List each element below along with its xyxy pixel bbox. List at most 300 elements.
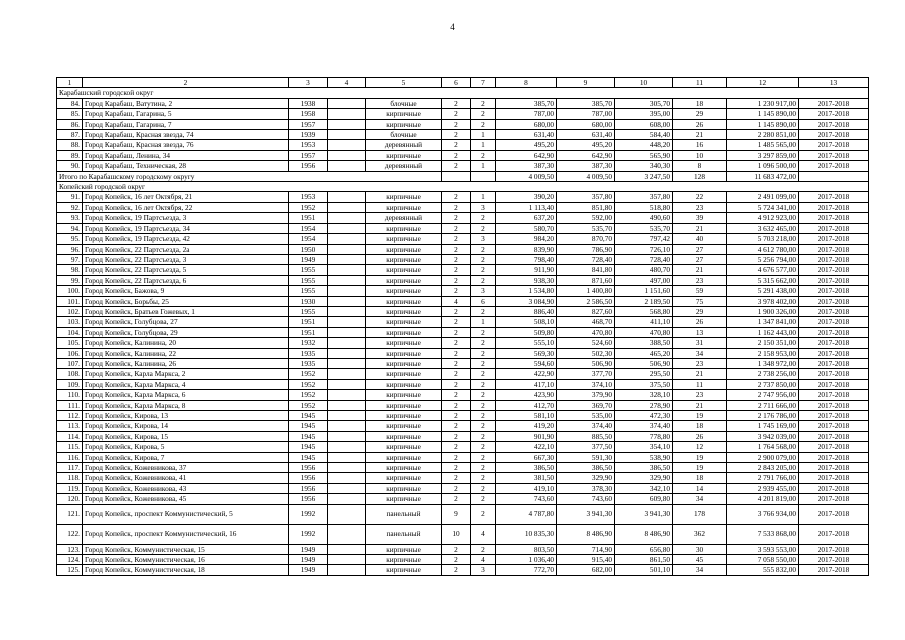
table-cell: кирпичные bbox=[366, 544, 442, 554]
total-cell: 128 bbox=[673, 171, 727, 181]
table-cell: 2 bbox=[442, 463, 471, 473]
table-cell: 27 bbox=[673, 254, 727, 264]
table-cell: 495,20 bbox=[496, 140, 557, 150]
table-cell: 3 766 934,00 bbox=[727, 504, 799, 524]
table-cell: Город Карабаш, Ватутина, 2 bbox=[83, 98, 289, 108]
table-cell: 726,10 bbox=[615, 244, 673, 254]
table-cell: 19 bbox=[673, 452, 727, 462]
table-cell: 90. bbox=[57, 161, 83, 171]
table-row bbox=[57, 494, 869, 504]
table-cell: 555 832,00 bbox=[727, 565, 799, 575]
table-cell: 1955 bbox=[289, 286, 328, 296]
table-cell: 2017-2018 bbox=[799, 223, 869, 233]
table-cell: 1952 bbox=[289, 369, 328, 379]
table-row bbox=[57, 140, 869, 150]
table-cell: 2 586,50 bbox=[557, 296, 615, 306]
table-cell: 378,30 bbox=[557, 483, 615, 493]
table-cell: 1955 bbox=[289, 265, 328, 275]
table-cell: 2 bbox=[442, 98, 471, 108]
table-cell: кирпичные bbox=[366, 463, 442, 473]
table-cell: 107. bbox=[57, 358, 83, 368]
table-cell: 96. bbox=[57, 244, 83, 254]
table-cell: 1949 bbox=[289, 555, 328, 565]
table-row bbox=[57, 431, 869, 441]
table-cell: Город Копейск, Карла Маркса, 4 bbox=[83, 379, 289, 389]
table-cell: 1945 bbox=[289, 421, 328, 431]
table-cell: Город Копейск, 22 Партсъезда, 2а bbox=[83, 244, 289, 254]
table-cell: 2 bbox=[442, 494, 471, 504]
table-cell: 1958 bbox=[289, 109, 328, 119]
table-cell: 412,70 bbox=[496, 400, 557, 410]
table-cell: 2 bbox=[471, 338, 496, 348]
table-cell: 524,60 bbox=[557, 338, 615, 348]
table-cell bbox=[328, 555, 366, 565]
table-cell: 18 bbox=[673, 473, 727, 483]
table-cell: 105. bbox=[57, 338, 83, 348]
table-cell: 178 bbox=[673, 504, 727, 524]
table-cell: 23 bbox=[673, 275, 727, 285]
table-row bbox=[57, 473, 869, 483]
table-cell: 851,80 bbox=[557, 202, 615, 212]
table-cell: 386,50 bbox=[496, 463, 557, 473]
table-cell: 2017-2018 bbox=[799, 358, 869, 368]
table-row bbox=[57, 369, 869, 379]
table-cell: 5 703 218,00 bbox=[727, 234, 799, 244]
table-cell: кирпичные bbox=[366, 234, 442, 244]
table-cell: 2017-2018 bbox=[799, 213, 869, 223]
table-cell: 388,50 bbox=[615, 338, 673, 348]
table-row bbox=[57, 442, 869, 452]
table-cell: 2 bbox=[442, 234, 471, 244]
table-cell: 103. bbox=[57, 317, 83, 327]
header-cell: 2 bbox=[83, 78, 289, 88]
table-cell: кирпичные bbox=[366, 265, 442, 275]
table-cell: 329,90 bbox=[615, 473, 673, 483]
table-cell: Город Копейск, Кирова, 14 bbox=[83, 421, 289, 431]
table-cell: 86. bbox=[57, 119, 83, 129]
table-cell: 2 bbox=[471, 494, 496, 504]
table-cell: Город Карабаш, Техническая, 28 bbox=[83, 161, 289, 171]
table-cell: 535,70 bbox=[615, 223, 673, 233]
table-cell: 422,90 bbox=[496, 369, 557, 379]
table-cell: 535,70 bbox=[557, 223, 615, 233]
table-cell: Город Копейск, Кирова, 7 bbox=[83, 452, 289, 462]
table-row bbox=[57, 348, 869, 358]
table-cell: 2017-2018 bbox=[799, 483, 869, 493]
table-cell: 861,50 bbox=[615, 555, 673, 565]
table-cell bbox=[328, 379, 366, 389]
table-cell: 2 bbox=[471, 98, 496, 108]
table-cell: кирпичные bbox=[366, 452, 442, 462]
table-cell: 3 632 465,00 bbox=[727, 223, 799, 233]
table-cell: 3 942 039,00 bbox=[727, 431, 799, 441]
table-cell: 594,60 bbox=[496, 358, 557, 368]
table-cell: 94. bbox=[57, 223, 83, 233]
table-cell: 1950 bbox=[289, 244, 328, 254]
table-cell: 4 912 923,00 bbox=[727, 213, 799, 223]
table-row bbox=[57, 202, 869, 212]
table-row bbox=[57, 296, 869, 306]
section-title: Копейский городской округ bbox=[57, 182, 869, 192]
table-cell: 631,40 bbox=[496, 130, 557, 140]
header-cell: 8 bbox=[496, 78, 557, 88]
table-cell: 39 bbox=[673, 213, 727, 223]
table-cell: 10 bbox=[442, 524, 471, 544]
table-cell: 117. bbox=[57, 463, 83, 473]
table-cell bbox=[328, 524, 366, 544]
table-cell: 92. bbox=[57, 202, 83, 212]
table-row bbox=[57, 327, 869, 337]
table-cell: 106. bbox=[57, 348, 83, 358]
table-cell bbox=[328, 202, 366, 212]
table-cell: 2017-2018 bbox=[799, 473, 869, 483]
table-row bbox=[57, 234, 869, 244]
table-cell bbox=[328, 306, 366, 316]
table-cell: 4 bbox=[471, 524, 496, 544]
table-row bbox=[57, 338, 869, 348]
table-cell: 354,10 bbox=[615, 442, 673, 452]
table-cell: 728,40 bbox=[615, 254, 673, 264]
table-cell: 7 533 868,00 bbox=[727, 524, 799, 544]
table-row bbox=[57, 130, 869, 140]
housing-register-table bbox=[56, 77, 869, 576]
table-cell: 2 bbox=[442, 161, 471, 171]
table-cell: 8 486,90 bbox=[615, 524, 673, 544]
table-row bbox=[57, 98, 869, 108]
table-cell: 381,50 bbox=[496, 473, 557, 483]
table-cell: 1 400,80 bbox=[557, 286, 615, 296]
total-cell: 4 009,50 bbox=[557, 171, 615, 181]
table-cell: 3 084,90 bbox=[496, 296, 557, 306]
table-cell: 377,70 bbox=[557, 369, 615, 379]
table-cell: 2 bbox=[442, 327, 471, 337]
table-cell: 827,60 bbox=[557, 306, 615, 316]
table-cell: кирпичные bbox=[366, 494, 442, 504]
header-cell: 3 bbox=[289, 78, 328, 88]
table-cell: 2017-2018 bbox=[799, 140, 869, 150]
table-cell: 2 bbox=[471, 421, 496, 431]
table-row bbox=[57, 504, 869, 524]
table-cell: 2 bbox=[471, 358, 496, 368]
table-cell: кирпичные bbox=[366, 369, 442, 379]
table-cell: панельный bbox=[366, 524, 442, 544]
table-cell: 2 bbox=[442, 442, 471, 452]
table-cell bbox=[328, 286, 366, 296]
table-cell: 1957 bbox=[289, 150, 328, 160]
table-cell: 2 791 766,00 bbox=[727, 473, 799, 483]
table-cell bbox=[328, 544, 366, 554]
table-cell: 1 096 500,00 bbox=[727, 161, 799, 171]
table-cell bbox=[328, 98, 366, 108]
table-cell: 2 bbox=[471, 265, 496, 275]
table-cell: 21 bbox=[673, 130, 727, 140]
table-cell: 2 bbox=[471, 223, 496, 233]
table-cell: 6 bbox=[471, 296, 496, 306]
table-row bbox=[57, 161, 869, 171]
table-cell: 2 939 455,00 bbox=[727, 483, 799, 493]
table-cell: 10 bbox=[673, 150, 727, 160]
table-row bbox=[57, 463, 869, 473]
table-cell: 88. bbox=[57, 140, 83, 150]
table-cell: 2 bbox=[471, 254, 496, 264]
table-cell: деревянный bbox=[366, 161, 442, 171]
table-cell: Город Копейск, Калинина, 20 bbox=[83, 338, 289, 348]
table-cell: 113. bbox=[57, 421, 83, 431]
table-cell: 3 593 553,00 bbox=[727, 544, 799, 554]
table-cell: 1 485 565,00 bbox=[727, 140, 799, 150]
table-cell: 2017-2018 bbox=[799, 265, 869, 275]
table-cell: 841,80 bbox=[557, 265, 615, 275]
table-cell: кирпичные bbox=[366, 223, 442, 233]
table-cell: Город Копейск, Калинина, 26 bbox=[83, 358, 289, 368]
table-cell: 470,80 bbox=[615, 327, 673, 337]
table-cell: 23 bbox=[673, 358, 727, 368]
table-cell: 1956 bbox=[289, 494, 328, 504]
table-cell: 3 bbox=[471, 286, 496, 296]
table-cell: 642,90 bbox=[496, 150, 557, 160]
header-cell: 13 bbox=[799, 78, 869, 88]
table-cell: 8 486,90 bbox=[557, 524, 615, 544]
table-cell: кирпичные bbox=[366, 254, 442, 264]
table-cell bbox=[799, 171, 869, 181]
table-row bbox=[57, 452, 869, 462]
table-cell: 2 bbox=[471, 369, 496, 379]
table-row bbox=[57, 286, 869, 296]
table-cell: 680,00 bbox=[496, 119, 557, 129]
table-cell: 1939 bbox=[289, 130, 328, 140]
table-cell: 886,40 bbox=[496, 306, 557, 316]
table-cell: 497,00 bbox=[615, 275, 673, 285]
table-cell: кирпичные bbox=[366, 411, 442, 421]
table-row bbox=[57, 254, 869, 264]
table-cell: 59 bbox=[673, 286, 727, 296]
table-cell: 2017-2018 bbox=[799, 494, 869, 504]
table-cell: 1945 bbox=[289, 411, 328, 421]
table-cell: 1951 bbox=[289, 213, 328, 223]
table-cell: 2017-2018 bbox=[799, 431, 869, 441]
table-cell: 2017-2018 bbox=[799, 130, 869, 140]
table-cell: 1 145 890,00 bbox=[727, 109, 799, 119]
table-cell bbox=[471, 171, 496, 181]
table-cell: Город Копейск, Кожевникова, 45 bbox=[83, 494, 289, 504]
table-cell: 2 bbox=[471, 119, 496, 129]
table-cell: Город Карабаш, Гагарина, 5 bbox=[83, 109, 289, 119]
table-cell: 1 bbox=[471, 317, 496, 327]
table-cell: 2017-2018 bbox=[799, 254, 869, 264]
table-cell: 101. bbox=[57, 296, 83, 306]
table-cell: 1952 bbox=[289, 202, 328, 212]
table-cell: 2 bbox=[471, 379, 496, 389]
table-cell: 2 bbox=[471, 213, 496, 223]
table-cell: 2017-2018 bbox=[799, 463, 869, 473]
table-cell: 2 bbox=[442, 223, 471, 233]
table-cell: 85. bbox=[57, 109, 83, 119]
table-cell: Город Копейск, Калинина, 22 bbox=[83, 348, 289, 358]
table-cell: 4 676 577,00 bbox=[727, 265, 799, 275]
table-cell: 4 612 780,00 bbox=[727, 244, 799, 254]
table-cell: 387,30 bbox=[496, 161, 557, 171]
table-cell: 26 bbox=[673, 317, 727, 327]
table-cell: 395,00 bbox=[615, 109, 673, 119]
table-row bbox=[57, 379, 869, 389]
table-cell: 374,10 bbox=[557, 379, 615, 389]
table-cell: кирпичные bbox=[366, 338, 442, 348]
table-cell: 2017-2018 bbox=[799, 119, 869, 129]
table-cell: 569,30 bbox=[496, 348, 557, 358]
table-cell: 2 bbox=[442, 421, 471, 431]
table-cell: 1956 bbox=[289, 483, 328, 493]
table-cell: 7 058 550,00 bbox=[727, 555, 799, 565]
table-cell: 2017-2018 bbox=[799, 192, 869, 202]
table-cell: Город Карабаш, Красная звезда, 76 bbox=[83, 140, 289, 150]
table-cell: 667,30 bbox=[496, 452, 557, 462]
table-cell: 2 738 256,00 bbox=[727, 369, 799, 379]
table-cell: 2017-2018 bbox=[799, 411, 869, 421]
table-cell: 2 280 851,00 bbox=[727, 130, 799, 140]
table-row bbox=[57, 421, 869, 431]
table-cell: 1953 bbox=[289, 140, 328, 150]
table-cell: 29 bbox=[673, 306, 727, 316]
table-cell bbox=[328, 473, 366, 483]
table-row bbox=[57, 192, 869, 202]
section-row bbox=[57, 182, 869, 192]
table-cell: 468,70 bbox=[557, 317, 615, 327]
table-cell: Город Копейск, Коммунистическая, 18 bbox=[83, 565, 289, 575]
table-cell: 2 bbox=[442, 140, 471, 150]
table-cell bbox=[328, 504, 366, 524]
table-cell: 2 bbox=[471, 452, 496, 462]
table-cell: 728,40 bbox=[557, 254, 615, 264]
table-cell: Город Копейск, Голубцова, 27 bbox=[83, 317, 289, 327]
table-cell: 1945 bbox=[289, 452, 328, 462]
table-cell: 2017-2018 bbox=[799, 524, 869, 544]
table-cell: 2 bbox=[442, 369, 471, 379]
table-cell: 2 bbox=[442, 265, 471, 275]
table-cell: 1 764 568,00 bbox=[727, 442, 799, 452]
table-cell: деревянный bbox=[366, 213, 442, 223]
table-cell: 778,80 bbox=[615, 431, 673, 441]
table-cell: 2017-2018 bbox=[799, 400, 869, 410]
header-cell: 11 bbox=[673, 78, 727, 88]
table-cell: 119. bbox=[57, 483, 83, 493]
table-cell: 2017-2018 bbox=[799, 544, 869, 554]
table-cell: 656,80 bbox=[615, 544, 673, 554]
table-cell: 5 291 438,00 bbox=[727, 286, 799, 296]
table-cell bbox=[328, 348, 366, 358]
table-cell: 31 bbox=[673, 338, 727, 348]
table-cell: 2017-2018 bbox=[799, 244, 869, 254]
table-cell: 27 bbox=[673, 244, 727, 254]
table-cell: 386,50 bbox=[615, 463, 673, 473]
table-row bbox=[57, 400, 869, 410]
table-cell: 23 bbox=[673, 202, 727, 212]
table-cell: кирпичные bbox=[366, 358, 442, 368]
table-cell: 379,90 bbox=[557, 390, 615, 400]
table-cell: 305,70 bbox=[615, 98, 673, 108]
table-cell bbox=[328, 161, 366, 171]
table-cell: 109. bbox=[57, 379, 83, 389]
table-cell: 1945 bbox=[289, 431, 328, 441]
table-cell: 110. bbox=[57, 390, 83, 400]
table-cell: 120. bbox=[57, 494, 83, 504]
table-cell: кирпичные bbox=[366, 327, 442, 337]
table-cell: 2017-2018 bbox=[799, 565, 869, 575]
table-cell: кирпичные bbox=[366, 119, 442, 129]
section-row bbox=[57, 88, 869, 98]
table-cell bbox=[328, 254, 366, 264]
table-cell: 2017-2018 bbox=[799, 327, 869, 337]
table-cell: 2 bbox=[471, 483, 496, 493]
table-cell: 1952 bbox=[289, 390, 328, 400]
table-cell: 3 297 859,00 bbox=[727, 150, 799, 160]
table-cell: 342,10 bbox=[615, 483, 673, 493]
table-cell: 2017-2018 bbox=[799, 286, 869, 296]
table-cell: Город Копейск, Братьев Гожевых, 1 bbox=[83, 306, 289, 316]
table-cell: 1 bbox=[471, 140, 496, 150]
table-cell: 4 bbox=[442, 296, 471, 306]
table-cell: 608,00 bbox=[615, 119, 673, 129]
table-cell bbox=[328, 234, 366, 244]
table-cell: кирпичные bbox=[366, 317, 442, 327]
table-cell: 938,30 bbox=[496, 275, 557, 285]
table-cell bbox=[328, 150, 366, 160]
table-cell: 591,30 bbox=[557, 452, 615, 462]
table-cell: 387,30 bbox=[557, 161, 615, 171]
table-cell: 1 162 443,00 bbox=[727, 327, 799, 337]
table-cell: Город Копейск, Коммунистическая, 16 bbox=[83, 555, 289, 565]
header-cell: 10 bbox=[615, 78, 673, 88]
table-cell: 386,50 bbox=[557, 463, 615, 473]
table-cell: 22 bbox=[673, 192, 727, 202]
table-cell: Город Копейск, Коммунистическая, 15 bbox=[83, 544, 289, 554]
table-cell: кирпичные bbox=[366, 473, 442, 483]
table-cell: кирпичные bbox=[366, 431, 442, 441]
table-cell: 2017-2018 bbox=[799, 161, 869, 171]
table-cell: 40 bbox=[673, 234, 727, 244]
table-cell: 87. bbox=[57, 130, 83, 140]
table-cell: Город Копейск, 19 Партсъезда, 3 bbox=[83, 213, 289, 223]
table-cell: 2 bbox=[442, 130, 471, 140]
table-cell: Город Копейск, Карла Маркса, 6 bbox=[83, 390, 289, 400]
table-cell: Город Копейск, Карла Маркса, 8 bbox=[83, 400, 289, 410]
table-cell: 125. bbox=[57, 565, 83, 575]
table-cell: 2 bbox=[471, 411, 496, 421]
table-cell: Город Карабаш, Красная звезда, 74 bbox=[83, 130, 289, 140]
table-cell bbox=[328, 275, 366, 285]
table-cell: 2 737 850,00 bbox=[727, 379, 799, 389]
table-cell: 4 bbox=[471, 555, 496, 565]
table-cell: 1949 bbox=[289, 544, 328, 554]
table-cell: 1935 bbox=[289, 348, 328, 358]
table-cell: 95. bbox=[57, 234, 83, 244]
table-cell: 2017-2018 bbox=[799, 555, 869, 565]
page-number: 4 bbox=[450, 22, 455, 32]
table-cell: 506,90 bbox=[557, 358, 615, 368]
table-cell: кирпичные bbox=[366, 348, 442, 358]
table-cell: 295,50 bbox=[615, 369, 673, 379]
table-cell: 1 bbox=[471, 130, 496, 140]
table-cell: 2 bbox=[471, 275, 496, 285]
table-cell: 19 bbox=[673, 411, 727, 421]
table-cell: кирпичные bbox=[366, 192, 442, 202]
table-cell: 501,10 bbox=[615, 565, 673, 575]
table-cell: блочные bbox=[366, 130, 442, 140]
table-cell bbox=[328, 265, 366, 275]
table-cell: кирпичные bbox=[366, 109, 442, 119]
table-cell: 111. bbox=[57, 400, 83, 410]
table-cell: 423,90 bbox=[496, 390, 557, 400]
table-cell: 419,10 bbox=[496, 483, 557, 493]
